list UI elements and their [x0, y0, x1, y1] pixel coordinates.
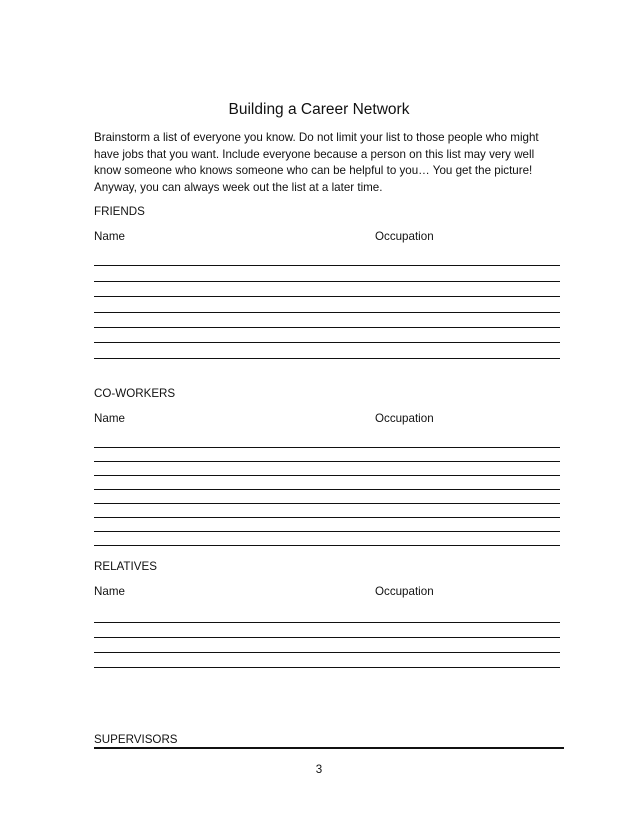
blank-line[interactable] — [94, 667, 560, 668]
blank-line[interactable] — [94, 447, 560, 448]
blank-line[interactable] — [94, 312, 560, 313]
occupation-column-label: Occupation — [375, 230, 434, 243]
blank-line[interactable] — [94, 747, 564, 749]
blank-line[interactable] — [94, 517, 560, 518]
blank-line[interactable] — [94, 327, 560, 328]
name-column-label: Name — [94, 230, 125, 243]
occupation-column-label: Occupation — [375, 585, 434, 598]
blank-line[interactable] — [94, 503, 560, 504]
blank-line[interactable] — [94, 296, 560, 297]
blank-line[interactable] — [94, 342, 560, 343]
blank-line[interactable] — [94, 652, 560, 653]
blank-line[interactable] — [94, 358, 560, 359]
name-column-label: Name — [94, 412, 125, 425]
blank-line[interactable] — [94, 281, 560, 282]
intro-paragraph: Brainstorm a list of everyone you know. Do not limit your list to those people who might have jobs that you want. Include everyone because a person on this list may very well know someone who knows someone who can be helpful to you… You get the picture! Anyway, you can always week out the list at a later time. — [94, 131, 539, 194]
blank-line[interactable] — [94, 475, 560, 476]
blank-line[interactable] — [94, 637, 560, 638]
page-number: 3 — [315, 763, 323, 776]
section-heading: CO-WORKERS — [94, 387, 176, 400]
blank-line[interactable] — [94, 531, 560, 532]
section-heading: FRIENDS — [94, 205, 145, 218]
blank-line[interactable] — [94, 461, 560, 462]
section-heading: SUPERVISORS — [94, 733, 178, 746]
blank-line[interactable] — [94, 545, 560, 546]
occupation-column-label: Occupation — [375, 412, 434, 425]
blank-line[interactable] — [94, 622, 560, 623]
page-title: Building a Career Network — [228, 101, 410, 118]
blank-line[interactable] — [94, 265, 560, 266]
section-heading: RELATIVES — [94, 560, 157, 573]
name-column-label: Name — [94, 585, 125, 598]
blank-line[interactable] — [94, 489, 560, 490]
